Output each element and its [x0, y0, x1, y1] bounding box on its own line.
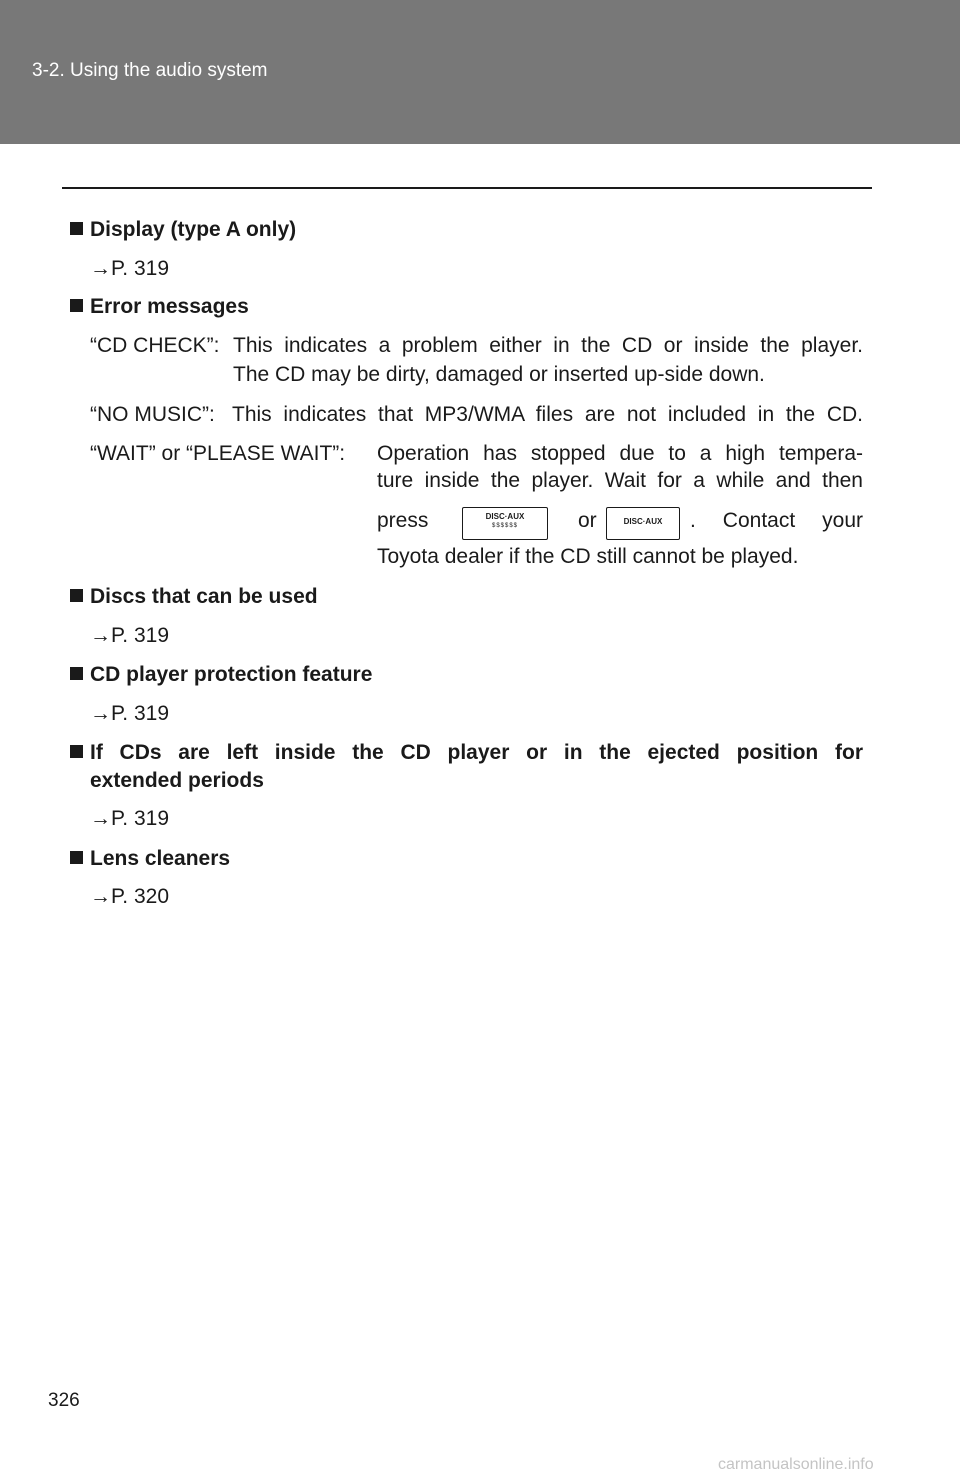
cd-check-line1: This indicates a problem either in the CD or inside the player.: [233, 334, 863, 357]
wait-line4: Toyota dealer if the CD still cannot be played.: [377, 545, 799, 568]
no-music-label: “NO MUSIC”:: [90, 403, 215, 426]
square-bullet-icon: [70, 222, 83, 235]
ref-display: →P. 319: [90, 257, 170, 280]
square-bullet-icon: [70, 589, 83, 602]
heading-display: Display (type A only): [70, 217, 296, 243]
square-bullet-icon: [70, 667, 83, 680]
wait-line1: Operation has stopped due to a high tempera-: [377, 442, 863, 465]
wait-press: press: [377, 509, 429, 532]
heading-lens-cleaners: Lens cleaners: [70, 846, 230, 872]
heading-error-messages: Error messages: [70, 294, 249, 320]
ref-protection: →P. 319: [90, 702, 170, 725]
section-title: 3-2. Using the audio system: [32, 60, 268, 81]
no-music-text: This indicates that MP3/WMA files are not included in the CD.: [232, 403, 863, 426]
heading-protection: CD player protection feature: [70, 662, 372, 688]
disc-aux-label: DISC·AUX: [485, 512, 525, 521]
square-bullet-icon: [70, 745, 83, 758]
divider-rule: [62, 187, 872, 189]
wait-contact: . Contact your: [690, 509, 863, 532]
square-bullet-icon: [70, 299, 83, 312]
heading-left-inside: If CDs are left inside the CD player or in the ejected position for: [70, 740, 863, 766]
disc-aux-button-a: [462, 507, 548, 540]
watermark: carmanualsonline.info: [718, 1456, 874, 1473]
heading-left-inside-line2: extended periods: [90, 769, 264, 792]
ref-discs: →P. 319: [90, 624, 170, 647]
wait-line2: ture inside the player. Wait for a while and then: [377, 469, 863, 492]
preset-marks: $$$$$$: [491, 523, 519, 529]
ref-lens-cleaners: →P. 320: [90, 885, 170, 908]
disc-aux-button-b: [606, 507, 680, 540]
page-number: 326: [48, 1390, 80, 1411]
square-bullet-icon: [70, 851, 83, 864]
cd-check-line2: The CD may be dirty, damaged or inserted up-side down.: [233, 363, 765, 386]
header-bar: [0, 0, 960, 144]
wait-label: “WAIT” or “PLEASE WAIT”:: [90, 442, 346, 465]
heading-discs: Discs that can be used: [70, 584, 318, 610]
wait-or: or: [578, 509, 597, 532]
disc-aux-label: DISC·AUX: [623, 517, 663, 526]
ref-left-inside: →P. 319: [90, 807, 170, 830]
cd-check-label: “CD CHECK”:: [90, 334, 220, 357]
